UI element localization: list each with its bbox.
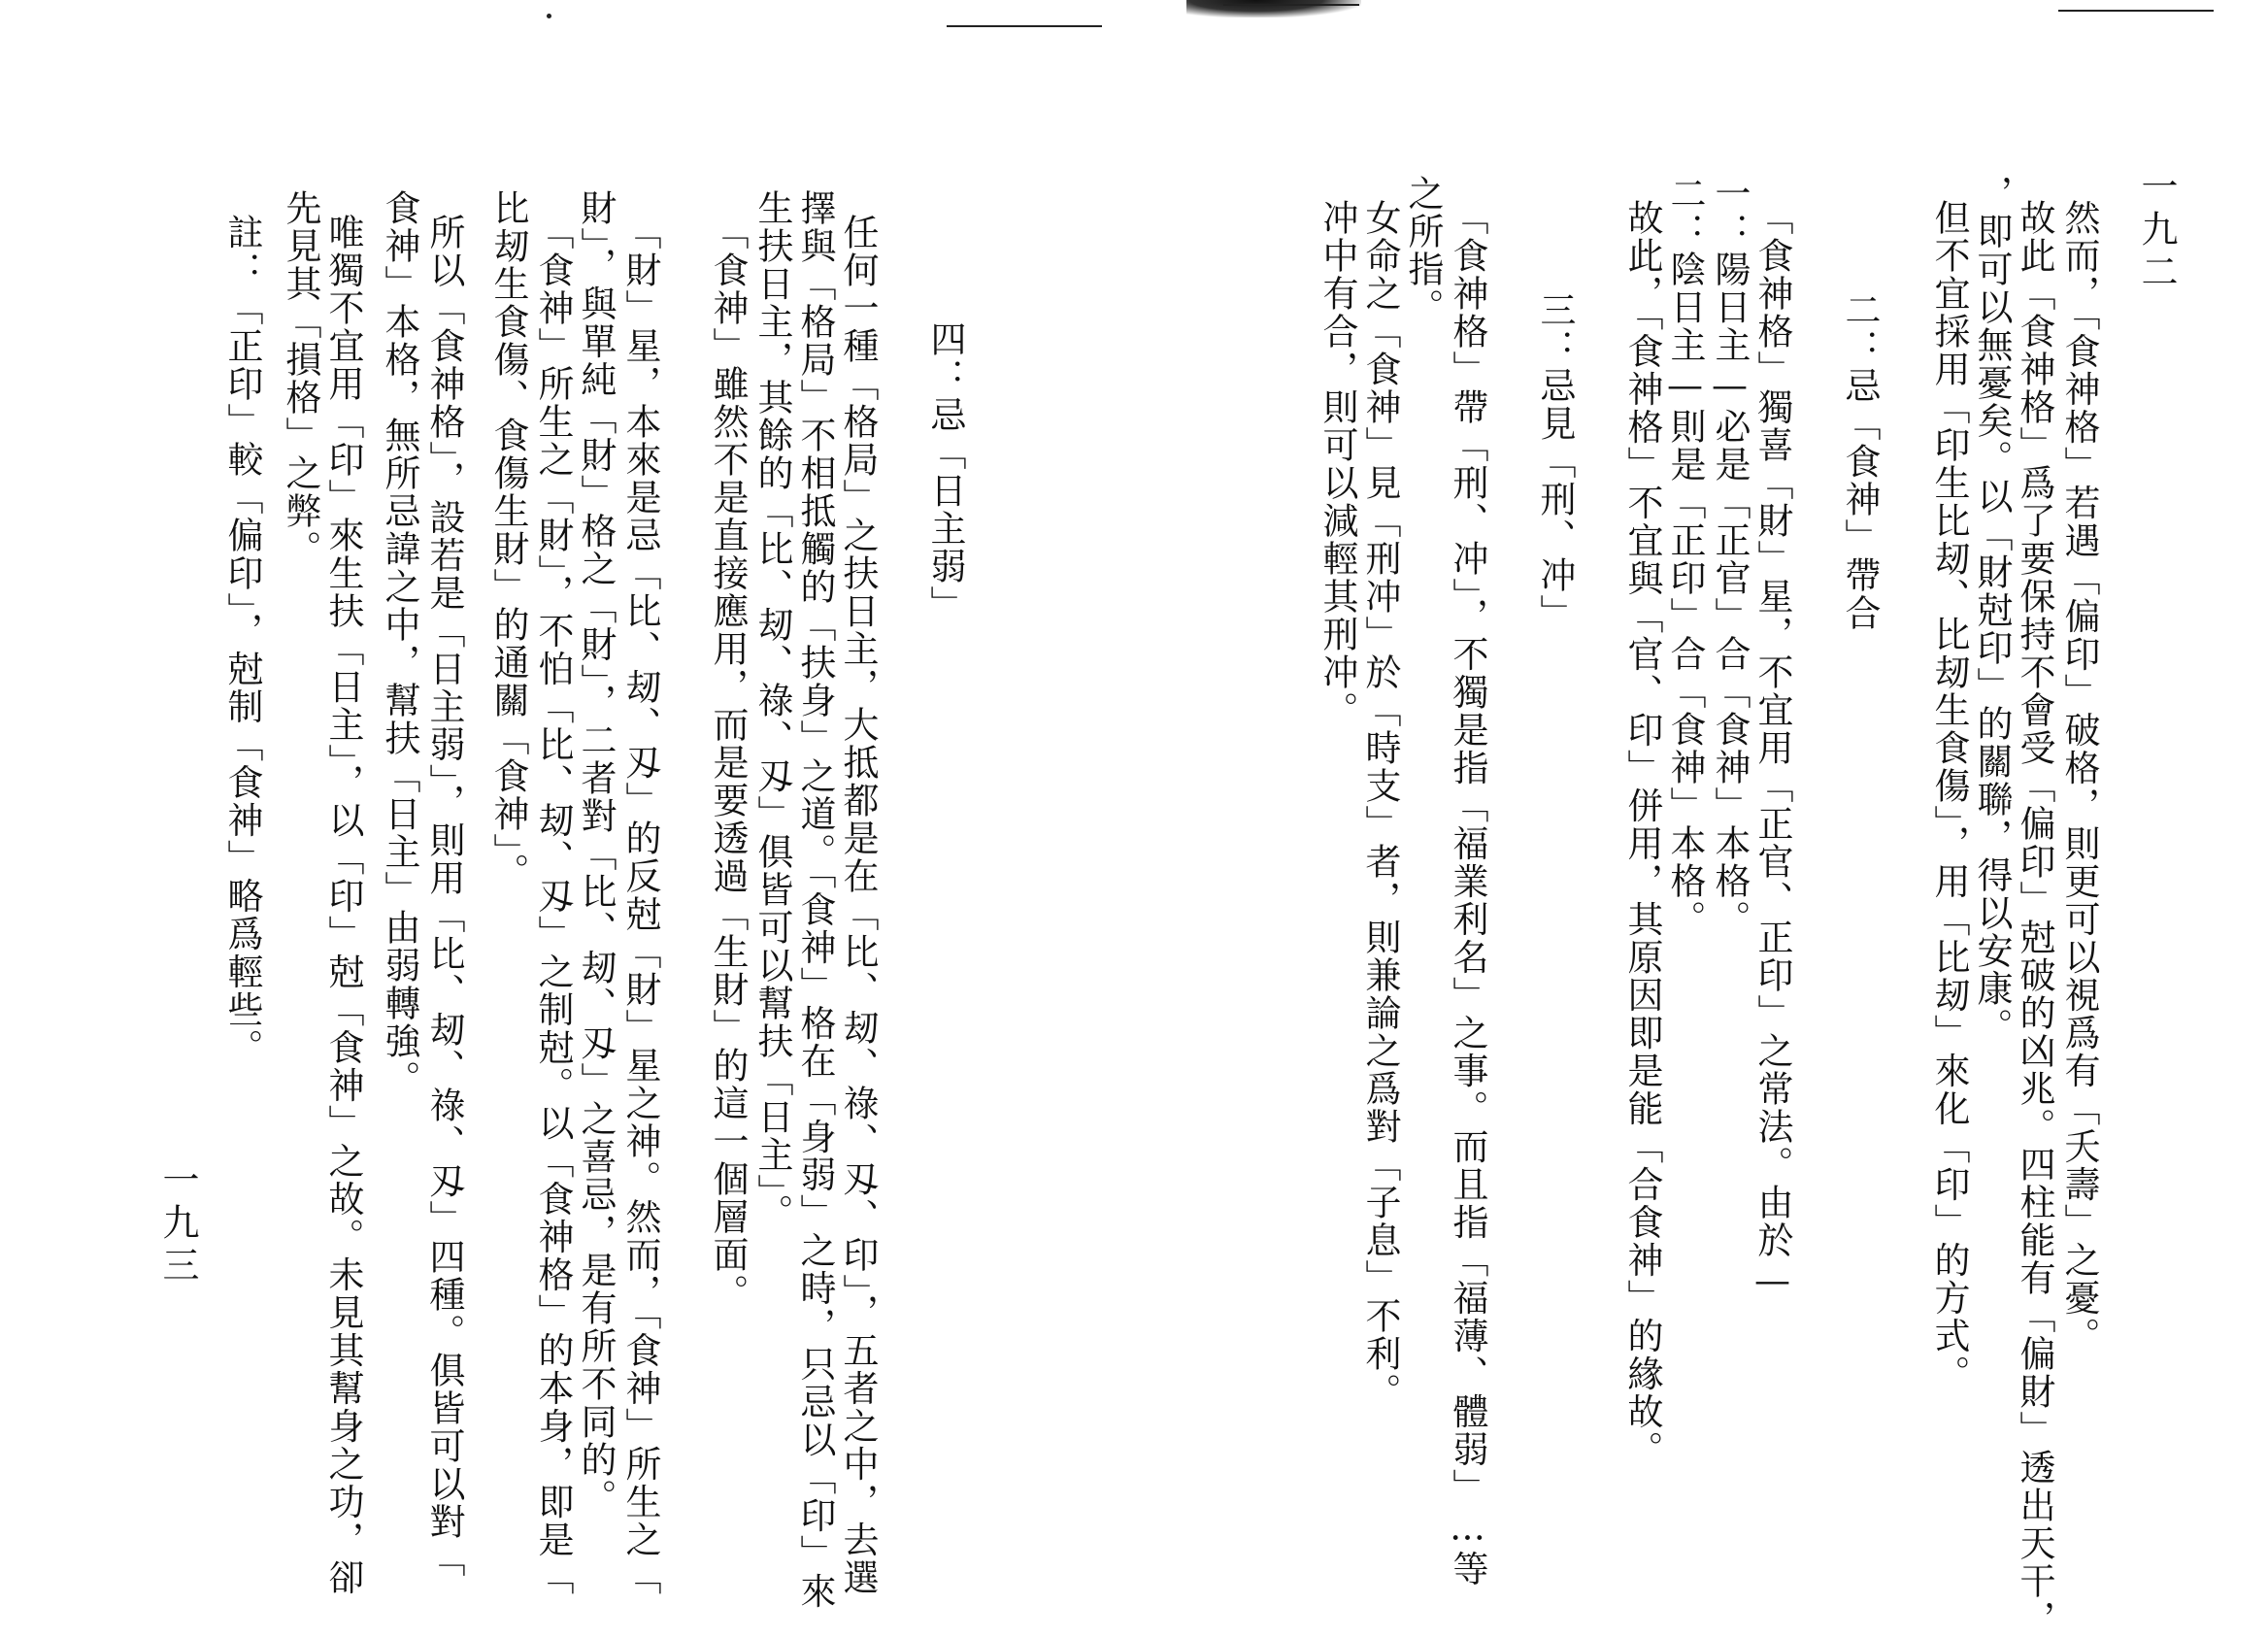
text-column: 唯獨不宜用「印」來生扶「日主」，以「印」尅「食神」之故。未見其幫身之功，卻 <box>322 214 364 1597</box>
text-column: 「食神格」帶「刑、冲」，不獨是指「福業利名」之事。而且指「福薄、體弱」…等 <box>1447 199 1488 1588</box>
text-column: 擇與「格局」不相抵觸的「扶身」之道。「食神」格在「身弱」之時，只忌以「印」來 <box>794 189 836 1611</box>
text-column: 「食神格」獨喜「財」星，不宜用「正官、正印」之常法。由於— <box>1751 199 1793 1303</box>
text-column: 一：陽日主—必是「正官」合「食神」本格。 <box>1709 175 1751 938</box>
text-column: 之所指。 <box>1402 175 1444 326</box>
text-column: 食神」本格，無所忌諱之中，幫扶「日主」由弱轉強。 <box>379 189 420 1098</box>
section-heading: 三：忌見「刑、冲」 <box>1534 291 1576 632</box>
text-column: 比刼生食傷、食傷生財」的通關「食神」。 <box>487 189 529 891</box>
left-page <box>0 0 1134 1611</box>
text-column: 然而，「食神格」若遇「偏印」破格，則更可以視爲有「夭壽」之憂。 <box>2058 199 2100 1355</box>
text-column: 但不宜採用「印生比刼、比刼生食傷」，用「比刼」來化「印」的方式。 <box>1928 199 1970 1393</box>
text-column: 所以「食神格」，設若是「日主弱」，則用「比、刼、祿、刄」四種。俱皆可以對「 <box>423 214 465 1579</box>
text-column: 故此「食神格」爲了要保持不會受「偏印」尅破的凶兆。四柱能有「偏財」透出天干， <box>2014 199 2055 1638</box>
text-column: 生扶日主，其餘的「比、刼、祿、刄」俱皆可以幫扶「日主」。 <box>751 189 793 1232</box>
page-number: 一九二 <box>2135 167 2178 295</box>
text-column: 財」，與單純「財」格之「財」，二者對「比、刼、刄」之喜忌，是有所不同的。 <box>575 189 617 1517</box>
right-page <box>1134 0 2268 1638</box>
text-column: 任何一種「格局」之扶日主，大抵都是在「比、刼、祿、刄、印」，五者之中，去選 <box>837 214 879 1597</box>
section-heading: 四：忌「日主弱」 <box>924 320 966 623</box>
text-column: 「財」星，本來是忌「比、刼、刄」的反尅「財」星之神。然而，「食神」所生之「 <box>619 214 661 1597</box>
text-column: 女命之「食神」見「刑冲」於「時支」者，則兼論之爲對「子息」不利。 <box>1359 199 1401 1411</box>
text-column: 「食神」雖然不是直接應用，而是要透過「生財」的這一個層面。 <box>707 214 749 1312</box>
text-column: 註：「正印」較「偏印」，尅制「食神」略爲輕些。 <box>221 214 263 1067</box>
text-column: 二：陰日主—則是「正印」合「食神」本格。 <box>1664 175 1706 938</box>
text-column: 冲中有合，則可以減輕其刑冲。 <box>1317 199 1358 729</box>
text-column: 故此，「食神格」不宜與「官、印」併用，其原因即是能「合食神」的緣故。 <box>1621 199 1663 1469</box>
section-heading: 二：忌「食神」帶合 <box>1839 291 1881 632</box>
text-column: 「食神」所生之「財」，不怕「比、刼、刄」之制尅。以「食神格」的本身，即是「 <box>532 214 574 1597</box>
page-number: 一九三 <box>156 1160 199 1288</box>
text-column: ，即可以無憂矣。以「財尅印」的關聯，得以安康。 <box>1971 175 2013 1046</box>
text-column: 先見其「損格」之弊。 <box>280 189 321 568</box>
